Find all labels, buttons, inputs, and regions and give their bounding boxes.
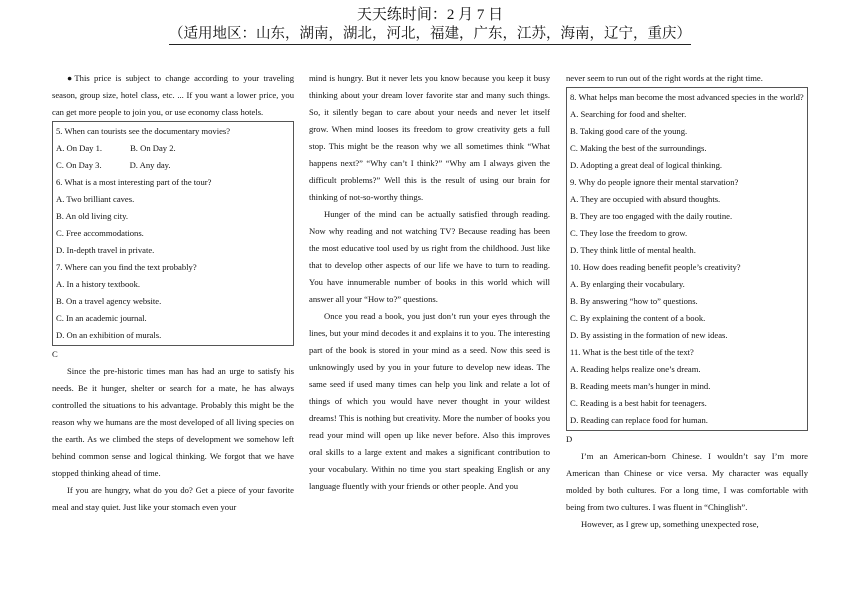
q6-option-a: A. Two brilliant caves. [56,194,135,204]
q6-option-c: C. Free accommodations. [56,228,144,238]
q11-option-c: C. Reading is a best habit for teenagers. [570,398,707,408]
q9-option-c: C. They lose the freedom to grow. [570,228,688,238]
question-6: 6. What is a most interesting part of the tour? [56,177,212,187]
q8-option-c: C. Making the best of the surroundings. [570,143,707,153]
question-5: 5. When can tourists see the documentary movies? [56,126,231,136]
q7-option-b: B. On a travel agency website. [56,296,162,306]
q8-option-a: A. Searching for food and shelter. [570,109,687,119]
page-header [0,6,860,45]
question-5-options-ab [56,140,290,157]
q10-option-d: D. By assisting in the formation of new ideas. [570,330,728,340]
q6-option-b: B. An old living city. [56,211,129,221]
passage-c-paragraph-2: If you are hungry, what do you do? Get a piece of your favorite meal and stay quiet. Just like your stomach even your [52,485,294,512]
question-9: 9. Why do people ignore their mental starvation? [570,177,739,187]
question-5-options-cd [56,157,290,174]
q10-option-c: C. By explaining the content of a book. [570,313,706,323]
question-11: 11. What is the best title of the text? [570,347,694,357]
price-note: ●This price is subject to change according to your traveling season, group size, hotel class, etc. ... If you want a lower price, you can get more people to join you, or use economy class hotels. [52,73,294,117]
passage-c-paragraph-3: Hunger of the mind can be actually satisfied through reading. Now why reading and not watching TV? Because reading has been the most educative tool used by us right from the childhood. Just like that to develop other aspects of our life we have to turn to reading. You have innumerable number of books in this world which will answer all your “How to?” questions. [309,209,550,304]
q7-option-a: A. In a history textbook. [56,279,141,289]
passage-c-paragraph-4-cont: never seem to run out of the right words at the right time. [566,73,763,83]
q7-option-c: C. In an academic journal. [56,313,147,323]
q5-option-d: D. Any day. [129,160,171,170]
q9-option-b: B. They are too engaged with the daily routine. [570,211,733,221]
passage-c-paragraph-4: Once you read a book, you just don’t run your eyes through the lines, but your mind decodes it and explains it to you. The interesting part of the book is stored in your mind as a seed. Now this seed is unknowingly used by you in your future to develop new ideas. The same seed if used many times can help you link and relate a lot of things of which you would have never thought in your wildest dreams! This is nothing but creativity. More the number of books you read your mind will open up like never before. Also this improves oral skills to a large extent and makes a significant contribution to your vocabulary. Within no time you start speaking English or any language fluently with your friends or other people. And you [309,311,550,491]
passage-d-paragraph-1: I’m an American-born Chinese. I wouldn’t say I’m more American than Chinese or vice versa. My character was equally molded by both cultures. For a long time, I was comfortable with being from two cultures. I was fluent in “Chinglish”. [566,451,808,512]
column-middle [309,70,550,495]
question-box-5-7 [52,121,294,346]
q9-option-a: A. They are occupied with absurd thoughts. [570,194,721,204]
q5-option-c: C. On Day 3. [56,160,102,170]
column-right [566,70,808,533]
page-subtitle: （适用地区：山东，湖南，湖北，河北，福建，广东，江苏，海南，辽宁，重庆） [169,25,691,45]
passage-d-paragraph-2: However, as I grew up, something unexpected rose, [581,519,759,529]
passage-c-paragraph-2-cont: mind is hungry. But it never lets you know because you keep it busy thinking about your dream lover favorite star and many such things. So, it silently began to care about your needs and never let itself grow. When mind looses its freedom to grow creativity gets a full stop. This might be the reason why we all sometimes think “What happens next?” “Why can’t I think?” “Why am I always given the difficult problems?” Well this is the result of using our brain for thinking of not-so-worthy things. [309,73,550,202]
q8-option-b: B. Taking good care of the young. [570,126,688,136]
section-d-heading: D [566,434,573,444]
question-box-8-11 [566,87,808,431]
q7-option-d: D. On an exhibition of murals. [56,330,162,340]
column-left [52,70,294,516]
question-10: 10. How does reading benefit people’s creativity? [570,262,741,272]
q6-option-d: D. In-depth travel in private. [56,245,155,255]
q8-option-d: D. Adopting a great deal of logical thinking. [570,160,723,170]
q11-option-d: D. Reading can replace food for human. [570,415,708,425]
q11-option-b: B. Reading meets man’s hunger in mind. [570,381,711,391]
question-7: 7. Where can you find the text probably? [56,262,197,272]
q5-option-a: A. On Day 1. [56,143,103,153]
q9-option-d: D. They think little of mental health. [570,245,696,255]
q5-option-b: B. On Day 2. [130,143,176,153]
passage-c-paragraph-1: Since the pre-historic times man has had an urge to satisfy his needs. Be it hunger, shelter or search for a mate, he has always controlled the situations to his advantage. Probably this might be the reason why we humans are the most developed of all living species on the earth. As we climbed the steps of development we somehow left behind common sense and logical thinking. We forgot that we have stopped thinking ahead of time. [52,366,294,478]
q11-option-a: A. Reading helps realize one’s dream. [570,364,701,374]
section-c-heading: C [52,349,58,359]
page-title: 天天练时间：2 月 7 日 [356,7,504,23]
question-8: 8. What helps man become the most advanced species in the world? [570,92,804,102]
q10-option-b: B. By answering “how to” questions. [570,296,698,306]
q10-option-a: A. By enlarging their vocabulary. [570,279,685,289]
